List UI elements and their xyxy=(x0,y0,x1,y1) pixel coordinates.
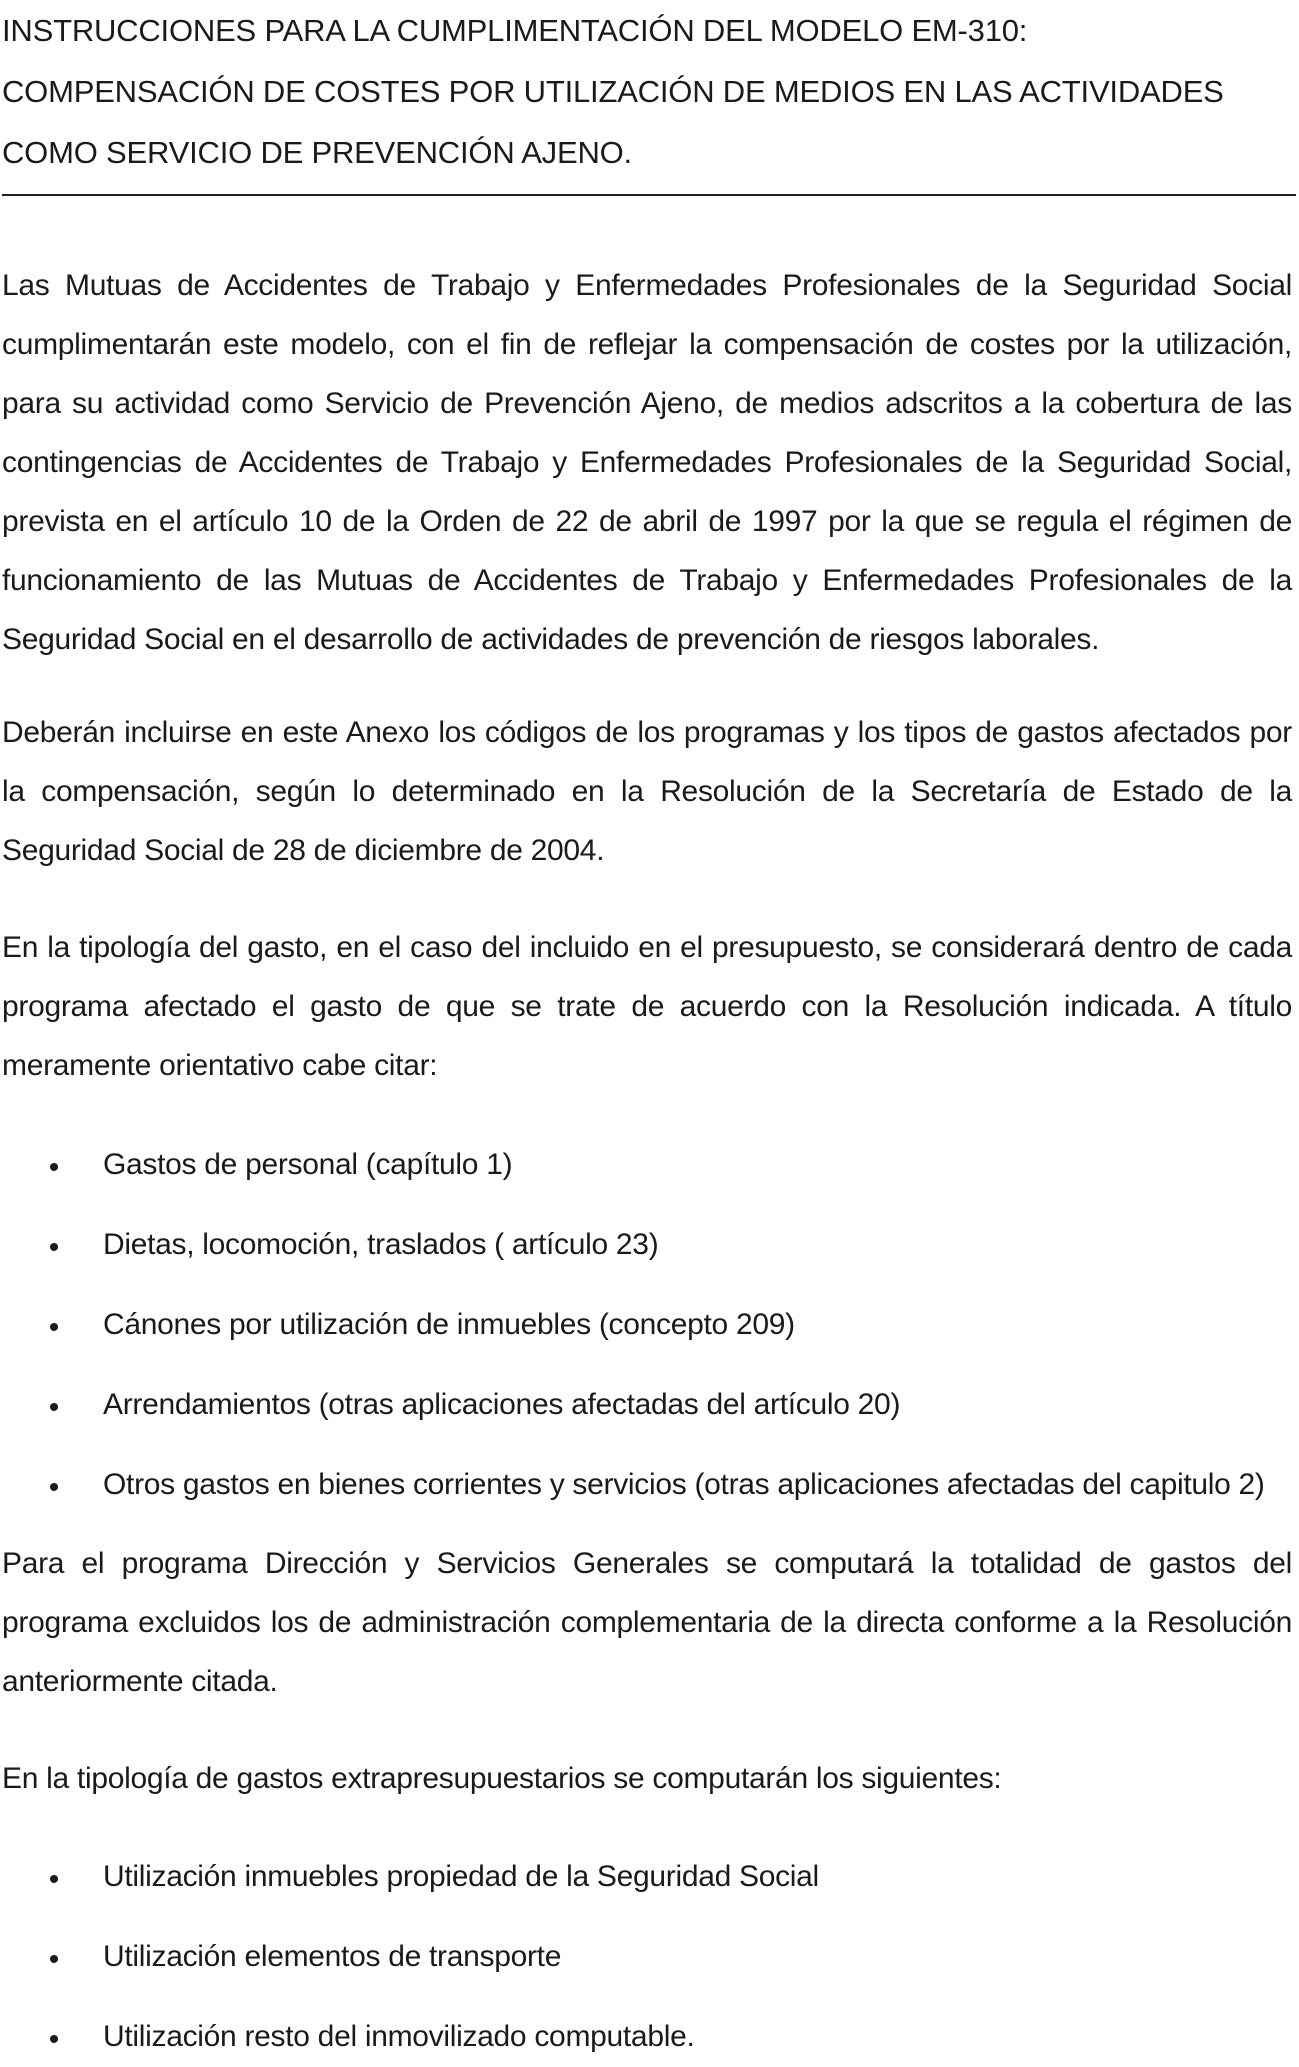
list-item xyxy=(0,1927,1296,2007)
expense-typology-paragraph: En la tipología del gasto, en el caso del incluido en el presupuesto, se considerará dentro de cada programa afectado el gasto de que se trate de acuerdo con la Resolución indicada. A título meramente orientativo cabe citar: xyxy=(2,931,1292,1082)
intro-paragraph: Las Mutuas de Accidentes de Trabajo y Enfermedades Profesionales de la Seguridad Social cumplimentarán este modelo, con el fin de reflejar la compensación de costes por la utilización, para su actividad como Servicio de Prevención Ajeno, de medios adscritos a la cobertura de las contingencias de Accidentes de Trabajo y Enfermedades Profesionales de la Seguridad Social, prevista en el artículo 10 de la Orden de 22 de abril de 1997 por la que se regula el régimen de funcionamiento de las Mutuas de Accidentes de Trabajo y Enfermedades Profesionales de la Seguridad Social en el desarrollo de actividades de prevención de riesgos laborales. xyxy=(2,269,1292,656)
title-line: COMO SERVICIO DE PREVENCIÓN AJENO. xyxy=(2,135,632,170)
bullet-icon xyxy=(50,1483,58,1491)
list-item-text: Otros gastos en bienes corrientes y servicios (otras aplicaciones afectadas del capitulo 2) xyxy=(103,1468,1265,1501)
list-item xyxy=(0,2007,1296,2067)
document-title xyxy=(2,0,1292,183)
title-line: INSTRUCCIONES PARA LA CUMPLIMENTACIÓN DEL MODELO EM-310: xyxy=(2,13,1028,48)
list-item-text: Cánones por utilización de inmuebles (concepto 209) xyxy=(103,1308,795,1341)
list-item xyxy=(0,1375,1296,1455)
general-services-paragraph: Para el programa Dirección y Servicios Generales se computará la totalidad de gastos del programa excluidos los de administración complementaria de la directa conforme a la Resolución anteriormente citada. xyxy=(2,1547,1292,1698)
bullet-icon xyxy=(50,2035,58,2043)
annex-codes-paragraph: Deberán incluirse en este Anexo los códigos de los programas y los tipos de gastos afectados por la compensación, según lo determinado en la Resolución de la Secretaría de Estado de la Seguridad Social de 28 de diciembre de 2004. xyxy=(2,716,1292,867)
bullet-icon xyxy=(50,1875,58,1883)
extrabudget-intro-paragraph: En la tipología de gastos extrapresupuestarios se computarán los siguientes: xyxy=(2,1762,1002,1795)
list-item-text: Utilización inmuebles propiedad de la Seguridad Social xyxy=(103,1860,819,1893)
list-item-text: Dietas, locomoción, traslados ( artículo 23) xyxy=(103,1228,659,1261)
list-item xyxy=(0,1135,1296,1215)
bullet-icon xyxy=(50,1323,58,1331)
list-item-text: Utilización elementos de transporte xyxy=(103,1940,562,1973)
list-item xyxy=(0,1455,1296,1535)
bullet-icon xyxy=(50,1243,58,1251)
extrabudget-expense-list xyxy=(0,1847,1296,2067)
list-item-text: Arrendamientos (otras aplicaciones afectadas del artículo 20) xyxy=(103,1388,901,1421)
bullet-icon xyxy=(50,1163,58,1171)
list-item xyxy=(0,1295,1296,1375)
list-item-text: Utilización resto del inmovilizado computable. xyxy=(103,2020,695,2053)
title-line: COMPENSACIÓN DE COSTES POR UTILIZACIÓN DE MEDIOS EN LAS ACTIVIDADES xyxy=(2,74,1224,109)
list-item xyxy=(0,1847,1296,1927)
bullet-icon xyxy=(50,1403,58,1411)
bullet-icon xyxy=(50,1955,58,1963)
budget-expense-list xyxy=(0,1135,1296,1535)
title-divider xyxy=(2,194,1296,196)
list-item xyxy=(0,1215,1296,1295)
list-item-text: Gastos de personal (capítulo 1) xyxy=(103,1148,513,1181)
